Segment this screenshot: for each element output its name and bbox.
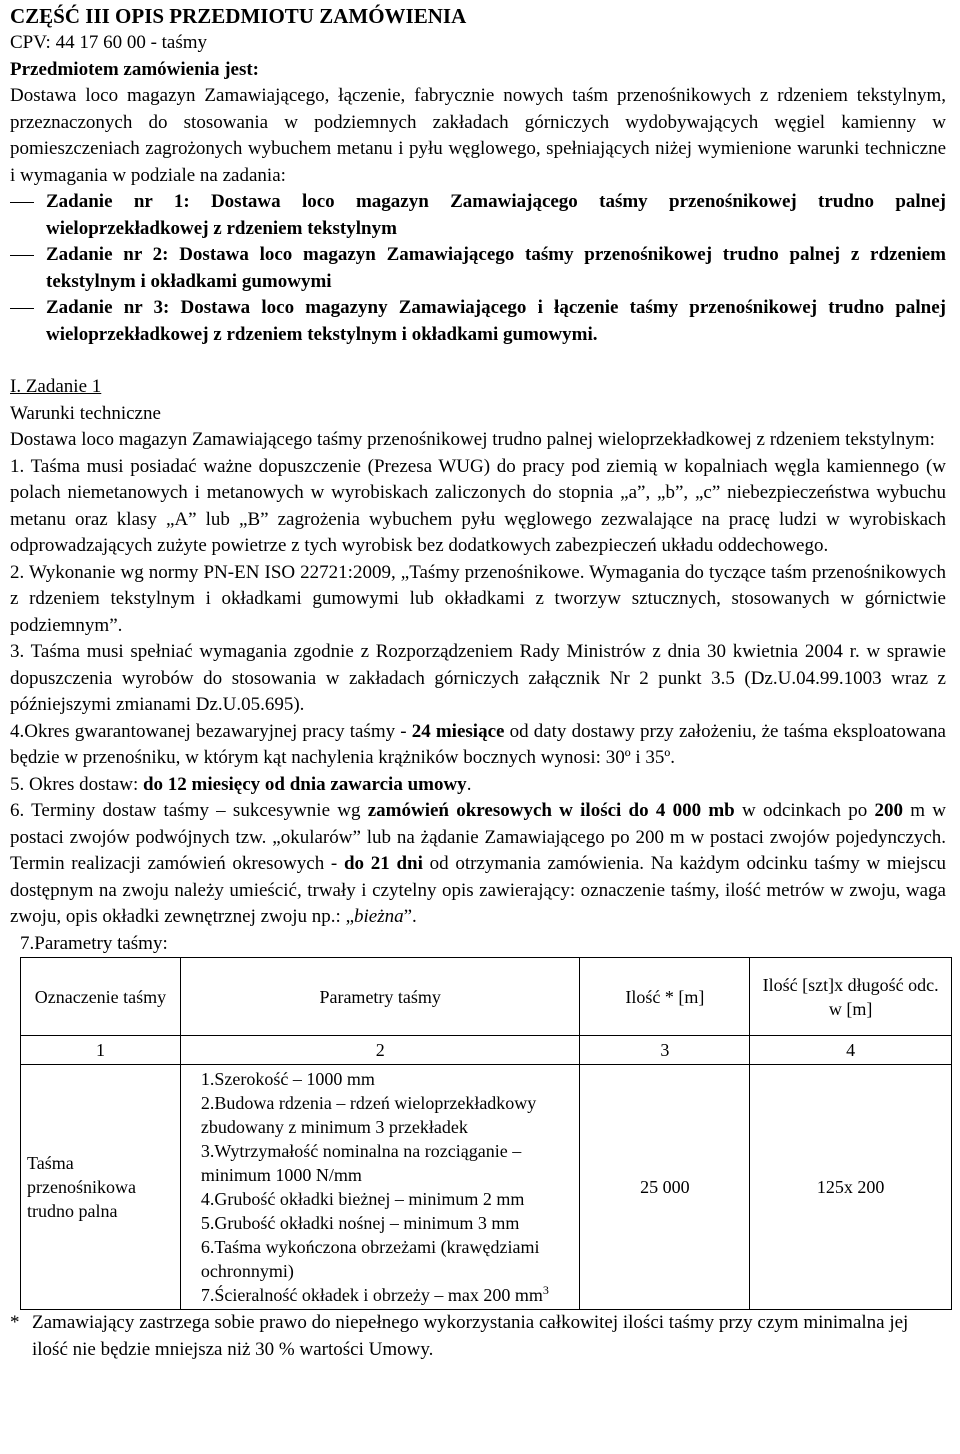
- task-3: [10, 295, 946, 348]
- requirement-3: 3. Taśma musi spełniać wymagania zgodnie z Rozporządzeniem Rady Ministrów z dnia 30 kwietnia 2004 r. w sprawie dopuszczenia wyrobów do stosowania w zakładach górniczych załącznik Nr 2 punkt 3.5 (Dz.U.04.99.1003 wraz z późniejszymi zmianami Dz.U.05.695).: [10, 641, 946, 715]
- footnote: [10, 1310, 946, 1363]
- header-cell: Ilość * [m]: [580, 958, 750, 1036]
- page-heading: CZĘŚĆ III OPIS PRZEDMIOTU ZAMÓWIENIA: [10, 4, 467, 28]
- spec-line: 2.Budowa rdzenia – rdzeń wieloprzekładkowy zbudowany z minimum 3 przekładek: [200, 1093, 537, 1137]
- task-3-text: Zadanie nr 3: Dostawa loco magazyny Zamawiającego i łączenie taśmy przenośnikowej trudno palnej wieloprzekładkowej z rdzeniem tekstylnym i okładkami gumowymi.: [46, 297, 946, 345]
- spec-line: 4.Grubość okładki bieżnej – minimum 2 mm: [200, 1189, 525, 1209]
- requirement-2: 2. Wykonanie wg normy PN-EN ISO 22721:2009, „Taśmy przenośnikowe. Wymagania do tyczące taśm przenośnikowych z rdzeniem tekstylnym i okładkami gumowymi lub okładkami z tworzyw sztucznych, stosowanych w górnictwie podziemnym”.: [10, 561, 946, 636]
- parameters-table: [20, 957, 952, 1310]
- superscript: 3: [542, 1283, 549, 1297]
- footnote-marker: *: [10, 1312, 20, 1333]
- table-number-row: [21, 1036, 952, 1065]
- spec-line: 7.Ścieralność okładek i obrzeży – max 200 $mm^3$: [200, 1283, 549, 1305]
- number-cell: 1: [21, 1036, 181, 1065]
- table-row: [21, 1065, 952, 1310]
- spec-cell: [180, 1065, 580, 1310]
- dash-bullet: [10, 202, 34, 203]
- task-1: [10, 189, 946, 242]
- spec-line: 3.Wytrzymałość nominalna na rozciąganie – minimum 1000 N/mm: [200, 1141, 522, 1185]
- pieces-cell: 125x 200: [750, 1065, 952, 1310]
- header-cell: Parametry taśmy: [180, 958, 580, 1036]
- task-1-text: Zadanie nr 1: Dostawa loco magazyn Zamawiającego taśmy przenośnikowej trudno palnej wieloprzekładkowej z rdzeniem tekstylnym: [46, 191, 946, 239]
- header-cell: Ilość [szt]x długość odc. w [m]: [750, 958, 952, 1036]
- intro-paragraph: Dostawa loco magazyn Zamawiającego, łączenie, fabrycznie nowych taśm przenośnikowych z rdzeniem tekstylnym, przeznaczonych do stosowania w podziemnych zakładach górniczych wydobywających węgiel kamienny w pomieszczeniach zagrożonych wybuchem metanu i pyłu węglowego, spełniających niżej wymienione warunki techniczne i wymagania w podziale na zadania:: [10, 85, 946, 186]
- section-intro: Dostawa loco magazyn Zamawiającego taśmy przenośnikowej trudno palnej wieloprzekładkowej z rdzeniem tekstylnym:: [10, 429, 935, 450]
- footnote-text: Zamawiający zastrzega sobie prawo do niepełnego wykorzystania całkowitej ilości taśmy przy czym minimalna jej ilość nie będzie mniejsza niż 30 % wartości Umowy.: [32, 1312, 909, 1360]
- section-subtitle: Warunki techniczne: [10, 402, 161, 424]
- cpv-code: CPV: 44 17 60 00 - taśmy: [10, 32, 208, 53]
- requirement-4: 4.Okres gwarantowanej bezawaryjnej pracy taśmy - 24 miesiące od daty dostawy przy założeniu, że taśma eksploatowana będzie w przenośniku, w którym kąt nachylenia krążników bocznych wynosi: 30º i 35º.: [10, 720, 946, 768]
- requirement-1: 1. Taśma musi posiadać ważne dopuszczenie (Prezesa WUG) do pracy pod ziemią w kopalniach węgla kamiennego (w polach niemetanowych i metanowych w wyrobiskach zaliczonych do stopnia „a”, „b”, „c” niebezpieczeństwa wybuchu metanu oraz klasy „A” lub „B” zagrożenia wybuchem pyłu węglowego zezwalające na pracę ludzi w wyrobiskach odprowadzających zużyte powietrze z tych wyrobisk bez dodatkowych zabezpieczeń układu oddechowego.: [10, 455, 946, 556]
- table-header-row: [21, 958, 952, 1036]
- dash-bullet: [10, 308, 34, 309]
- dash-bullet: [10, 255, 34, 256]
- spacer: [10, 348, 946, 374]
- number-cell: 4: [750, 1036, 952, 1065]
- section-title: I. Zadanie 1: [10, 376, 102, 397]
- number-cell: 3: [580, 1036, 750, 1065]
- quantity-cell: 25 000: [580, 1065, 750, 1310]
- header-cell: Oznaczenie taśmy: [21, 958, 181, 1036]
- subject-label: Przedmiotem zamówienia jest:: [10, 58, 260, 80]
- parameters-label: 7.Parametry taśmy:: [20, 932, 168, 954]
- belt-name-cell: Taśma przenośnikowa trudno palna: [21, 1065, 181, 1310]
- spec-line: 5.Grubość okładki nośnej – minimum 3 mm: [200, 1213, 520, 1233]
- requirement-6: 6. Terminy dostaw taśmy – sukcesywnie wg zamówień okresowych w ilości do 4 000 mb w odcinkach po 200 m w postaci zwojów podwójnych tzw. „okularów” lub na żądanie Zamawiającego po 200 m w postaci zwojów pojedynczych. Termin realizacji zamówień okresowych - do 21 dni od otrzymania zamówienia. Na każdym odcinku taśmy w miejscu dostępnym na zwoju należy umieścić, trwały i czytelny opis zawierający: oznaczenie taśmy, ilość metrów w zwoju, waga zwoju, opis okładki zewnętrznej zwoju np.: „bieżna”.: [10, 800, 947, 927]
- spec-line: 6.Taśma wykończona obrzeżami (krawędziami ochronnymi): [200, 1237, 540, 1281]
- task-2-text: Zadanie nr 2: Dostawa loco magazyn Zamawiającego taśmy przenośnikowej trudno palnej z rdzeniem tekstylnym i okładkami gumowymi: [46, 244, 946, 292]
- spec-line: 1.Szerokość – 1000 mm: [200, 1069, 375, 1089]
- requirement-5: 5. Okres dostaw: do 12 miesięcy od dnia zawarcia umowy.: [10, 773, 472, 795]
- number-cell: 2: [180, 1036, 580, 1065]
- task-2: [10, 242, 946, 295]
